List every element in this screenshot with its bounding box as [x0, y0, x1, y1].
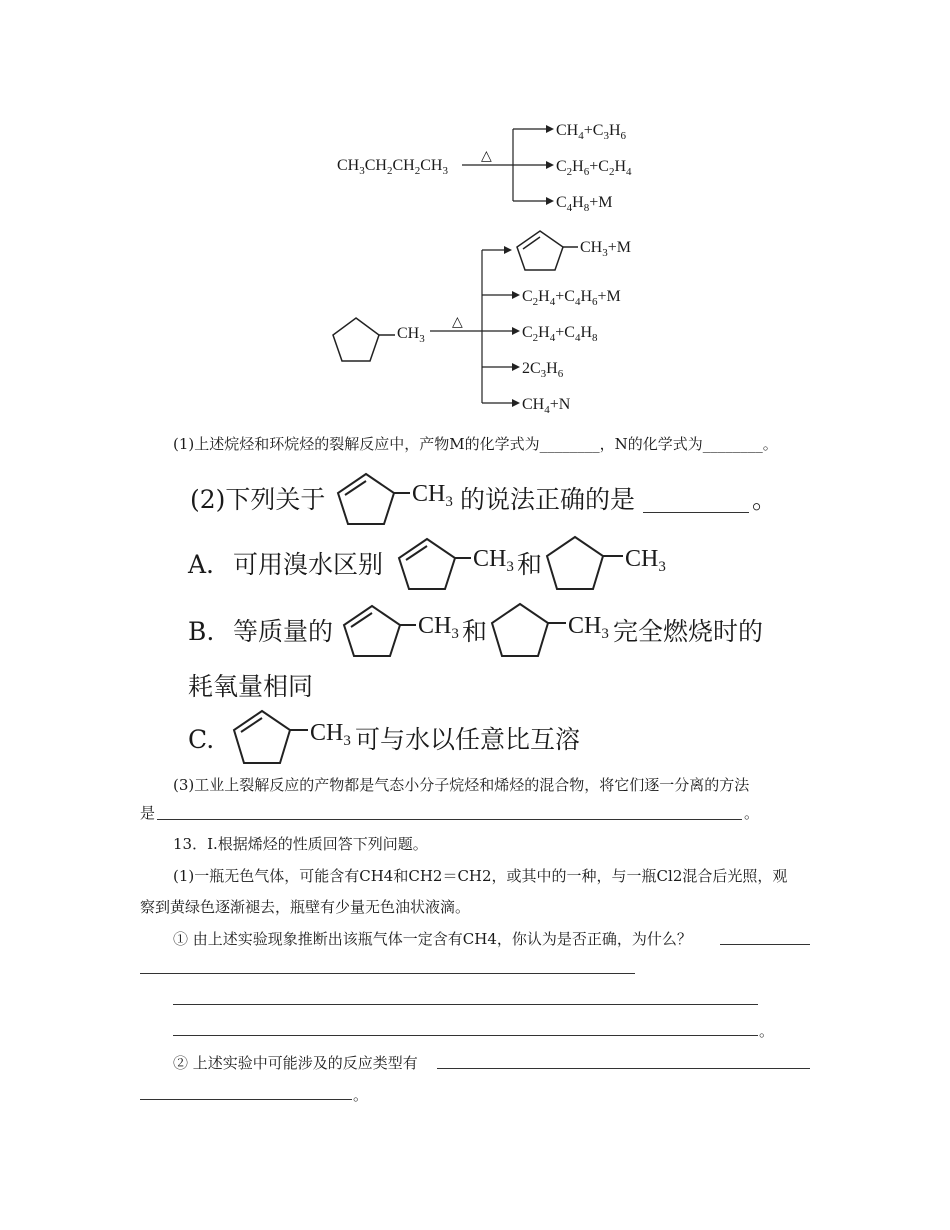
scheme2-reactant-ch3: $CH_3$: [397, 325, 425, 345]
option-a-ch3-1: $CH_3$: [473, 546, 514, 575]
q2-stem-molecule: [332, 470, 452, 530]
option-a-text: 可用溴水区别: [233, 550, 384, 579]
scheme1-heat: △: [481, 149, 492, 164]
option-b-line2: 耗氧量相同: [188, 672, 314, 701]
option-c-label: C.: [188, 725, 215, 754]
option-a-molecule-1: [393, 535, 515, 595]
scheme2-product-4: $2C_3H_6$: [522, 360, 564, 380]
option-b-he: 和: [462, 617, 488, 646]
option-b-ch3-1: $CH_3$: [418, 613, 459, 642]
option-a-molecule-2: [541, 533, 671, 597]
option-c-ch3: $CH_3$: [310, 720, 351, 749]
option-b-molecule-1: [338, 602, 460, 662]
q13-p1-line1: (1)一瓶无色气体，可能含有CH4和CH2＝CH2，或其中的一种，与一瓶Cl2混合后光照，观: [173, 867, 788, 885]
q3-line2-prefix: 是: [140, 804, 156, 822]
q3-line2-end: 。: [744, 804, 760, 822]
scheme-2: [0, 225, 950, 420]
option-a-ch3-2: $CH_3$: [625, 546, 666, 575]
option-b-label: B.: [188, 617, 215, 646]
q13-sub2-blank-1[interactable]: [437, 1068, 810, 1069]
scheme2-product-3: $C_2H_4+C_4H_8$: [522, 324, 598, 344]
q13-sub1-blank-2[interactable]: [140, 973, 635, 974]
q13-title: 13．Ⅰ.根据烯烃的性质回答下列问题。: [173, 835, 428, 853]
scheme1-product-1: $CH_4+C_3H_6$: [556, 122, 626, 142]
scheme2-product-2: $C_2H_4+C_4H_6+M$: [522, 288, 621, 308]
option-a-label: A.: [188, 550, 215, 579]
scheme1-product-3: $C_4H_8+M$: [556, 194, 613, 214]
option-b-ch3-2: $CH_3$: [568, 613, 609, 642]
scheme-1: [0, 0, 950, 225]
q2-answer-blank[interactable]: [643, 512, 749, 513]
q2-stem-ch3: $CH_3$: [412, 481, 453, 510]
q2-suffix: 的说法正确的是: [460, 485, 636, 514]
option-b-text: 等质量的: [233, 617, 334, 646]
option-c-molecule: [228, 707, 353, 769]
q13-sub1-blank-3[interactable]: [173, 1004, 758, 1005]
option-c-tail: 可与水以任意比互溶: [355, 725, 581, 754]
q2-prefix: (2)下列关于: [190, 485, 326, 514]
q13-p1-line2: 察到黄绿色逐渐褪去，瓶壁有少量无色油状液滴。: [140, 898, 471, 916]
q13-sub1: ① 由上述实验现象推断出该瓶气体一定含有CH4，你认为是否正确，为什么？: [173, 930, 692, 948]
q13-sub2-end: 。: [353, 1086, 369, 1104]
q13-sub2-blank-2[interactable]: [140, 1099, 352, 1100]
option-b-molecule-2: [486, 600, 611, 664]
scheme2-product-5: $CH_4+N$: [522, 396, 571, 416]
q2-end: 。: [752, 485, 778, 514]
q3-answer-blank[interactable]: [157, 819, 742, 820]
scheme2-heat: △: [452, 315, 463, 330]
q13-sub2: ② 上述实验中可能涉及的反应类型有: [173, 1054, 418, 1072]
q3-line1: (3)工业上裂解反应的产物都是气态小分子烷烃和烯烃的混合物，将它们逐一分离的方法: [173, 776, 750, 794]
option-b-tail: 完全燃烧时的: [613, 617, 764, 646]
scheme2-ring-product: $CH_3+M$: [580, 239, 631, 259]
question-1: (1)上述烷烃和环烷烃的裂解反应中，产物M的化学式为________，N的化学式为________。: [173, 435, 778, 453]
q13-sub1-blank-1[interactable]: [720, 944, 810, 945]
m-formula-blank[interactable]: ________: [539, 435, 600, 453]
q13-sub1-blank-4[interactable]: [173, 1035, 758, 1036]
n-formula-blank[interactable]: ________: [702, 435, 763, 453]
q13-sub1-end: 。: [759, 1022, 775, 1040]
scheme1-product-2: $C_2H_6+C_2H_4$: [556, 158, 632, 178]
cyclopentene-ring: [517, 231, 563, 270]
option-a-he: 和: [517, 550, 543, 579]
scheme1-reactant: $CH_3CH_2CH_2CH_3$: [337, 157, 448, 177]
cyclopentane-ring: [333, 318, 379, 361]
